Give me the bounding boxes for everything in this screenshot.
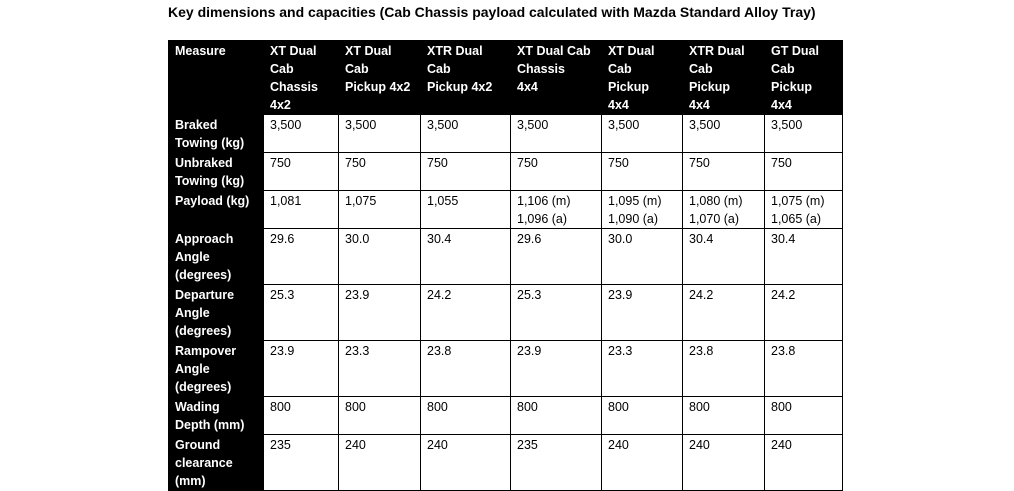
cell-value: 3,500 <box>345 118 377 132</box>
table-cell <box>765 341 843 397</box>
header-label-line: Pickup 4x2 <box>427 80 493 94</box>
table-cell <box>511 435 602 491</box>
cell-value: 800 <box>270 400 291 414</box>
cell-value: 25.3 <box>270 288 295 302</box>
header-label-line: Cab <box>771 62 795 76</box>
row-label-cell <box>169 229 264 285</box>
dimensions-table <box>168 40 843 491</box>
table-row <box>169 397 843 435</box>
cell-value: 3,500 <box>689 118 721 132</box>
cell-value: 1,080 (m) <box>689 194 743 208</box>
cell-value: 750 <box>270 156 291 170</box>
table-cell <box>421 229 511 285</box>
cell-value: 1,070 (a) <box>689 212 740 226</box>
header-cell <box>339 41 421 115</box>
row-label-line: (degrees) <box>175 380 232 394</box>
cell-value: 24.2 <box>771 288 796 302</box>
cell-value: 750 <box>345 156 366 170</box>
header-label-line: Cab <box>427 62 451 76</box>
table-cell <box>602 397 683 435</box>
table-cell <box>602 341 683 397</box>
header-label-line: 4x4 <box>517 80 538 94</box>
table-cell <box>765 229 843 285</box>
cell-value: 23.8 <box>427 344 452 358</box>
table-row <box>169 435 843 491</box>
table-body <box>169 115 843 491</box>
cell-value: 1,090 (a) <box>608 212 659 226</box>
table-cell <box>339 285 421 341</box>
table-cell <box>264 397 339 435</box>
table-cell <box>511 191 602 229</box>
header-label-line: Cab <box>345 62 369 76</box>
table-cell <box>765 115 843 153</box>
table-cell <box>264 285 339 341</box>
header-cell-measure <box>169 41 264 115</box>
table-cell <box>511 115 602 153</box>
table-cell <box>264 153 339 191</box>
cell-value: 30.0 <box>345 232 370 246</box>
row-label-line: Approach <box>175 232 234 246</box>
table-cell <box>765 285 843 341</box>
cell-value: 24.2 <box>689 288 714 302</box>
table-cell <box>602 229 683 285</box>
row-label-line: Towing (kg) <box>175 174 245 188</box>
header-label-line: XT Dual <box>608 44 655 58</box>
cell-value: 240 <box>345 438 366 452</box>
row-label-cell <box>169 115 264 153</box>
header-label-line: Pickup 4x2 <box>345 80 411 94</box>
cell-value: 800 <box>427 400 448 414</box>
header-label-line: 4x2 <box>270 98 291 112</box>
cell-value: 1,065 (a) <box>771 212 822 226</box>
table-cell <box>602 191 683 229</box>
cell-value: 800 <box>689 400 710 414</box>
header-label-line: Chassis <box>517 62 565 76</box>
header-label-line: 4x4 <box>608 98 629 112</box>
cell-value: 800 <box>517 400 538 414</box>
table-cell <box>511 229 602 285</box>
table-cell <box>683 153 765 191</box>
table-cell <box>421 341 511 397</box>
cell-value: 1,075 (m) <box>771 194 825 208</box>
cell-value: 23.9 <box>608 288 633 302</box>
table-cell <box>421 153 511 191</box>
cell-value: 240 <box>427 438 448 452</box>
cell-value: 23.9 <box>345 288 370 302</box>
table-cell <box>339 191 421 229</box>
row-label-line: Ground <box>175 438 221 452</box>
table-cell <box>339 341 421 397</box>
table-cell <box>421 285 511 341</box>
table-cell <box>683 397 765 435</box>
table-cell <box>421 191 511 229</box>
cell-value: 30.0 <box>608 232 633 246</box>
header-label-line: Cab <box>608 62 632 76</box>
table-row <box>169 115 843 153</box>
cell-value: 1,081 <box>270 194 302 208</box>
header-cell <box>683 41 765 115</box>
table-cell <box>765 191 843 229</box>
row-label-cell <box>169 191 264 229</box>
table-cell <box>264 191 339 229</box>
cell-value: 750 <box>427 156 448 170</box>
cell-value: 23.3 <box>345 344 370 358</box>
cell-value: 1,075 <box>345 194 377 208</box>
table-cell <box>683 341 765 397</box>
row-label-cell <box>169 153 264 191</box>
cell-value: 1,106 (m) <box>517 194 571 208</box>
table-cell <box>683 115 765 153</box>
cell-value: 3,500 <box>427 118 459 132</box>
header-label-line: GT Dual <box>771 44 819 58</box>
row-label-line: Depth (mm) <box>175 418 245 432</box>
table-cell <box>421 435 511 491</box>
table-cell <box>511 341 602 397</box>
table-row <box>169 153 843 191</box>
table-cell <box>602 435 683 491</box>
row-label-cell <box>169 285 264 341</box>
cell-value: 235 <box>517 438 538 452</box>
cell-value: 750 <box>771 156 792 170</box>
header-cell <box>264 41 339 115</box>
table-cell <box>683 229 765 285</box>
table-cell <box>264 229 339 285</box>
row-label-line: Unbraked <box>175 156 233 170</box>
table-row <box>169 341 843 397</box>
cell-value: 23.3 <box>608 344 633 358</box>
table-cell <box>264 341 339 397</box>
cell-value: 1,096 (a) <box>517 212 568 226</box>
header-label-line: XTR Dual <box>427 44 483 58</box>
table-cell <box>339 229 421 285</box>
cell-value: 29.6 <box>517 232 542 246</box>
header-label: Measure <box>175 44 226 58</box>
cell-value: 30.4 <box>689 232 714 246</box>
cell-value: 24.2 <box>427 288 452 302</box>
header-label-line: Chassis <box>270 80 318 94</box>
header-cell <box>765 41 843 115</box>
header-label-line: XTR Dual <box>689 44 745 58</box>
cell-value: 235 <box>270 438 291 452</box>
header-label-line: 4x4 <box>771 98 792 112</box>
cell-value: 750 <box>517 156 538 170</box>
cell-value: 30.4 <box>427 232 452 246</box>
table-cell <box>765 397 843 435</box>
cell-value: 1,095 (m) <box>608 194 662 208</box>
cell-value: 29.6 <box>270 232 295 246</box>
row-label-line: Braked <box>175 118 218 132</box>
table-row <box>169 285 843 341</box>
table-cell <box>765 435 843 491</box>
cell-value: 240 <box>608 438 629 452</box>
header-label-line: Pickup <box>689 80 730 94</box>
row-label-cell <box>169 435 264 491</box>
table-header-row <box>169 41 843 115</box>
cell-value: 25.3 <box>517 288 542 302</box>
table-cell <box>683 285 765 341</box>
table-cell <box>602 115 683 153</box>
header-label-line: XT Dual <box>270 44 317 58</box>
cell-value: 23.9 <box>517 344 542 358</box>
cell-value: 800 <box>608 400 629 414</box>
header-label-line: Cab <box>270 62 294 76</box>
header-label-line: 4x4 <box>689 98 710 112</box>
cell-value: 750 <box>608 156 629 170</box>
row-label-cell <box>169 397 264 435</box>
row-label-line: Angle <box>175 250 210 264</box>
row-label-line: Angle <box>175 362 210 376</box>
row-label-line: Departure <box>175 288 235 302</box>
header-label-line: Cab <box>689 62 713 76</box>
header-cell <box>421 41 511 115</box>
table-cell <box>264 115 339 153</box>
table-cell <box>602 285 683 341</box>
table-cell <box>511 285 602 341</box>
table-cell <box>511 397 602 435</box>
table-cell <box>339 435 421 491</box>
table-row <box>169 229 843 285</box>
cell-value: 23.8 <box>771 344 796 358</box>
row-label-line: clearance <box>175 456 233 470</box>
row-label-line: (degrees) <box>175 324 232 338</box>
table-cell <box>421 115 511 153</box>
table-cell <box>683 435 765 491</box>
cell-value: 30.4 <box>771 232 796 246</box>
row-label-line: Rampover <box>175 344 237 358</box>
cell-value: 3,500 <box>608 118 640 132</box>
table-cell <box>602 153 683 191</box>
table-cell <box>339 153 421 191</box>
header-label-line: Pickup <box>608 80 649 94</box>
table-row <box>169 191 843 229</box>
header-cell <box>511 41 602 115</box>
header-label-line: Pickup <box>771 80 812 94</box>
row-label-line: Wading <box>175 400 220 414</box>
table-cell <box>511 153 602 191</box>
table-cell <box>765 153 843 191</box>
row-label-cell <box>169 341 264 397</box>
header-label-line: XT Dual Cab <box>517 44 591 58</box>
cell-value: 750 <box>689 156 710 170</box>
cell-value: 3,500 <box>517 118 549 132</box>
header-cell <box>602 41 683 115</box>
cell-value: 3,500 <box>771 118 803 132</box>
row-label-line: Payload (kg) <box>175 194 250 208</box>
cell-value: 1,055 <box>427 194 459 208</box>
cell-value: 23.8 <box>689 344 714 358</box>
row-label-line: Towing (kg) <box>175 136 245 150</box>
row-label-line: Angle <box>175 306 210 320</box>
header-label-line: XT Dual <box>345 44 392 58</box>
cell-value: 3,500 <box>270 118 302 132</box>
cell-value: 800 <box>771 400 792 414</box>
table-cell <box>264 435 339 491</box>
table-cell <box>683 191 765 229</box>
document-title: Key dimensions and capacities (Cab Chassis payload calculated with Mazda Standard Alloy Tray) <box>168 4 816 20</box>
table-cell <box>339 397 421 435</box>
cell-value: 240 <box>689 438 710 452</box>
row-label-line: (mm) <box>175 474 206 488</box>
cell-value: 23.9 <box>270 344 295 358</box>
table-cell <box>421 397 511 435</box>
table-cell <box>339 115 421 153</box>
cell-value: 800 <box>345 400 366 414</box>
cell-value: 240 <box>771 438 792 452</box>
row-label-line: (degrees) <box>175 268 232 282</box>
